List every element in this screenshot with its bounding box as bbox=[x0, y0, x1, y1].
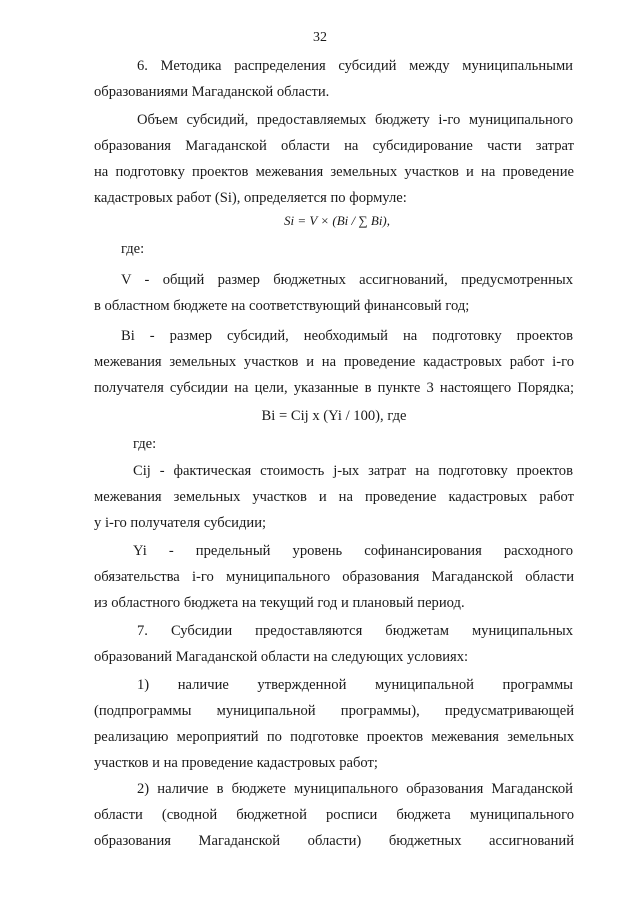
text-line: 2) наличие в бюджете муниципального образования Магаданской bbox=[137, 781, 573, 797]
text-line: V - общий размер бюджетных ассигнований, предусмотренных bbox=[121, 272, 573, 288]
text-line: образования Магаданской области) бюджетных ассигнований bbox=[94, 833, 574, 849]
text-line: 1) наличие утвержденной муниципальной программы bbox=[137, 677, 573, 693]
formula-bi-text: Bi = Cij x (Yi / 100), где bbox=[261, 408, 407, 424]
text-line: Yi - предельный уровень софинансирования расходного bbox=[133, 543, 573, 559]
text-line: образования Магаданской области на субсидирование части затрат bbox=[94, 138, 574, 154]
text-line: Bi - размер субсидий, необходимый на подготовку проектов bbox=[121, 328, 573, 344]
text-line: области (сводной бюджетной росписи бюджета муниципального bbox=[94, 807, 574, 823]
text-line: в областном бюджете на соответствующий финансовый год; bbox=[94, 298, 470, 314]
text-line: реализацию мероприятий по подготовке проектов межевания земельных bbox=[94, 729, 574, 745]
text-line: где: bbox=[121, 241, 145, 257]
text-line: получателя субсидии на цели, указанные в пункте 3 настоящего Порядка; bbox=[94, 380, 574, 396]
formula-bi bbox=[94, 407, 574, 425]
text-line: кадастровых работ (Si), определяется по формуле: bbox=[94, 190, 407, 206]
text-line: 7. Субсидии предоставляются бюджетам муниципальных bbox=[137, 623, 573, 639]
text-line: (подпрограммы муниципальной программы), предусматривающей bbox=[94, 703, 574, 719]
text-line: 6. Методика распределения субсидий между муниципальными bbox=[137, 58, 573, 74]
text-line: у i-го получателя субсидии; bbox=[94, 515, 267, 531]
text-line: образованиями Магаданской области. bbox=[94, 84, 330, 100]
text-line: образований Магаданской области на следующих условиях: bbox=[94, 649, 469, 665]
text-line: Cij - фактическая стоимость j-ых затрат на подготовку проектов bbox=[133, 463, 573, 479]
text-line: межевания земельных участков и на проведение кадастровых работ i-го bbox=[94, 354, 574, 370]
formula-si-text: Si = V × (Bi / ∑ Bi), bbox=[284, 213, 391, 228]
text-line: где: bbox=[133, 436, 157, 452]
text-line: межевания земельных участков и на проведение кадастровых работ bbox=[94, 489, 574, 505]
text-line: обязательства i-го муниципального образования Магаданской области bbox=[94, 569, 574, 585]
text-line: участков и на проведение кадастровых работ; bbox=[94, 755, 378, 771]
text-line: на подготовку проектов межевания земельных участков и на проведение bbox=[94, 164, 574, 180]
page-number: 32 bbox=[313, 30, 327, 45]
text-line: Объем субсидий, предоставляемых бюджету i-го муниципального bbox=[137, 112, 573, 128]
text-line: из областного бюджета на текущий год и плановый период. bbox=[94, 595, 465, 611]
formula-si bbox=[284, 213, 390, 229]
